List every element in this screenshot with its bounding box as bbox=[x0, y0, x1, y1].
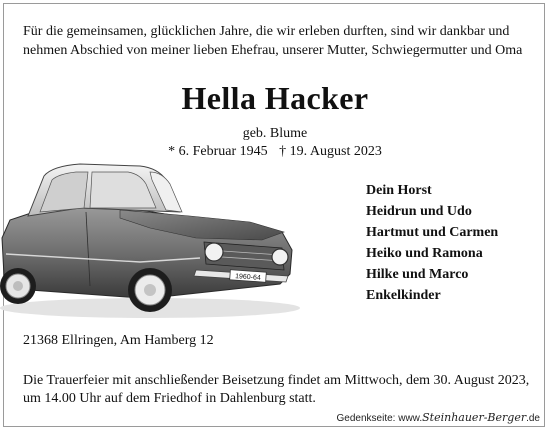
birth-date: * 6. Februar 1945 bbox=[168, 144, 268, 159]
death-date: † 19. August 2023 bbox=[279, 144, 382, 159]
car-illustration bbox=[0, 158, 300, 328]
intro-text bbox=[23, 22, 528, 60]
deceased-name: Hella Hacker bbox=[181, 80, 369, 116]
intro-line-1: Für die gemeinsamen, glücklichen Jahre, die wir erleben durften, sind wir dankbar und bbox=[23, 24, 510, 39]
mourner-item: Heiko und Ramona bbox=[366, 246, 483, 261]
mourner-item: Heidrun und Udo bbox=[366, 204, 472, 219]
mourner-item: Hartmut und Carmen bbox=[366, 225, 499, 240]
ceremony-line-2: um 14.00 Uhr auf dem Friedhof in Dahlenburg statt. bbox=[23, 391, 316, 406]
maiden-name: geb. Blume bbox=[242, 126, 308, 141]
memorial-link-suffix: .de bbox=[526, 413, 540, 424]
memorial-link-brand: Steinhauer-Berger bbox=[422, 411, 527, 424]
memorial-link-prefix: Gedenkseite: www. bbox=[336, 413, 423, 424]
mourner-item: Hilke und Marco bbox=[366, 267, 469, 282]
classic-car-icon bbox=[0, 158, 300, 328]
mourners-list bbox=[366, 180, 498, 306]
mourner-item: Enkelkinder bbox=[366, 288, 441, 303]
license-plate: 1960-64 bbox=[234, 273, 261, 282]
ceremony-info bbox=[23, 372, 533, 408]
memorial-link[interactable] bbox=[337, 411, 540, 424]
intro-line-2: nehmen Abschied von meiner lieben Ehefrau, unserer Mutter, Schwiegermutter und Oma bbox=[23, 43, 523, 58]
mourner-item: Dein Horst bbox=[366, 183, 432, 198]
ceremony-line-1: Die Trauerfeier mit anschließender Beisetzung findet am Mittwoch, dem 30. August 2023, bbox=[23, 373, 530, 388]
address: 21368 Ellringen, Am Hamberg 12 bbox=[23, 333, 214, 348]
